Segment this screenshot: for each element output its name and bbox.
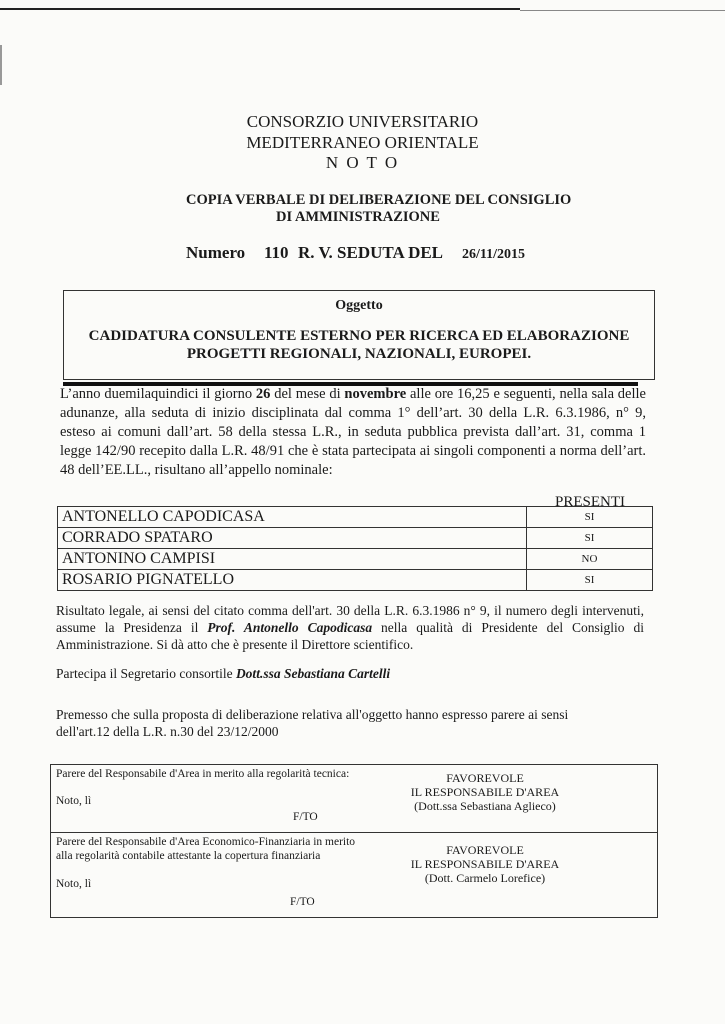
member-name: ANTONINO CAMPISI xyxy=(58,549,527,570)
risultato-text: nella qualità di Presidente del Consiglio di Amministrazione. Si dà atto che è presente il Direttore scientifico. xyxy=(56,620,644,652)
member-name: ROSARIO PIGNATELLO xyxy=(58,570,527,591)
numero-value: 110 xyxy=(264,243,289,262)
parere-tecnico-ruolo: IL RESPONSABILE D'AREA xyxy=(410,785,560,799)
segretario-text: Partecipa il Segretario consortile xyxy=(56,666,236,681)
parere-tecnico-fto: F/TO xyxy=(293,811,318,823)
oggetto-box xyxy=(63,290,655,380)
member-presence: SI xyxy=(527,528,653,549)
pareri-divider xyxy=(50,832,658,833)
parere-tecnico-esito: FAVOREVOLE xyxy=(446,771,524,785)
premesso-paragraph: Premesso che sulla proposta di deliberazione relativa all'oggetto hanno espresso parere ai sensi dell'art.12 della L.R. n.30 del 23/12/2000 xyxy=(56,707,569,739)
scan-border-line xyxy=(520,10,725,11)
parere-contabile-nome: (Dott. Carmelo Lorefice) xyxy=(424,871,546,885)
oggetto-text xyxy=(64,327,654,363)
oggetto-text-line1: CADIDATURA CONSULENTE ESTERNO PER RICERCA ED ELABORAZIONE xyxy=(88,328,630,344)
org-city: N O T O xyxy=(325,153,400,172)
table-row xyxy=(58,507,653,528)
member-presence: SI xyxy=(527,570,653,591)
parere-contabile-ruolo: IL RESPONSABILE D'AREA xyxy=(410,857,560,871)
scan-border-line xyxy=(0,8,520,10)
scan-border-line xyxy=(0,45,2,85)
seduta-label: R. V. SEDUTA DEL xyxy=(298,243,444,262)
org-name-line1: CONSORZIO UNIVERSITARIO xyxy=(246,112,479,131)
table-row xyxy=(58,570,653,591)
risultato-text: Risultato legale, ai sensi del citato comma dell'art. 30 della L.R. 6.3.1986 n° 9, il numero degli intervenuti, assume la Presidenza il xyxy=(56,603,644,635)
member-name: CORRADO SPATARO xyxy=(58,528,527,549)
member-name: ANTONELLO CAPODICASA xyxy=(58,507,527,528)
parere-tecnico-nome: (Dott.ssa Sebastiana Aglieco) xyxy=(414,799,556,813)
risultato-paragraph xyxy=(56,602,644,653)
org-name-line2: MEDITERRANEO ORIENTALE xyxy=(246,133,479,152)
table-row xyxy=(58,549,653,570)
member-presence: SI xyxy=(527,507,653,528)
oggetto-text-line2: PROGETTI REGIONALI, NAZIONALI, EUROPEI. xyxy=(186,346,532,362)
numero-label: Numero xyxy=(186,243,246,262)
intro-paragraph xyxy=(60,385,646,480)
parere-tecnico-desc: Parere del Responsabile d'Area in merito alla regolarità tecnica: xyxy=(56,768,350,780)
attendance-table xyxy=(57,506,653,591)
parere-contabile-noto: Noto, lì xyxy=(56,878,92,890)
document-title-line2: DI AMMINISTRAZIONE xyxy=(276,209,440,225)
parere-contabile-esito: FAVOREVOLE xyxy=(446,843,524,857)
seduta-date: 26/11/2015 xyxy=(462,247,526,262)
intro-text: alle ore 16,25 e seguenti, nella sala delle adunanze, alla seduta di inizio disciplinata dal comma 1° dell’art. 30 della L.R. 6.3.1986, n° 9, esteso ai comuni dall’art. 58 della stessa L.R., in seduta pubblica prevista dall’art. 31, comma 1 legge 142/90 recepito dalla L.R. 48/91 che è stata partecipata ai singoli componenti a norma dell’art. 48 dell’EE.LL., risultano all’appello nominale: xyxy=(60,386,646,478)
parere-contabile-fto: F/TO xyxy=(290,896,315,908)
parere-contabile-desc-line1: Parere del Responsabile d'Area Economico-Finanziaria in merito xyxy=(56,836,356,848)
segretario-line xyxy=(56,665,390,682)
intro-text: L’anno duemilaquindici il giorno xyxy=(60,386,256,402)
intro-day: 26 xyxy=(255,386,271,402)
parere-contabile-desc-line2: alla regolarità contabile attestante la copertura finanziaria xyxy=(56,850,321,862)
oggetto-title: Oggetto xyxy=(335,298,383,313)
intro-text: del mese di xyxy=(270,386,345,402)
presenti-header: PRESENTI xyxy=(555,494,626,510)
president-name: Prof. Antonello Capodicasa xyxy=(207,620,373,635)
member-presence: NO xyxy=(527,549,653,570)
table-row xyxy=(58,528,653,549)
document-title-line1: COPIA VERBALE DI DELIBERAZIONE DEL CONSIGLIO xyxy=(186,192,572,208)
intro-month: novembre xyxy=(344,386,407,402)
parere-tecnico-noto: Noto, lì xyxy=(56,795,92,807)
segretario-name: Dott.ssa Sebastiana Cartelli xyxy=(235,666,391,681)
